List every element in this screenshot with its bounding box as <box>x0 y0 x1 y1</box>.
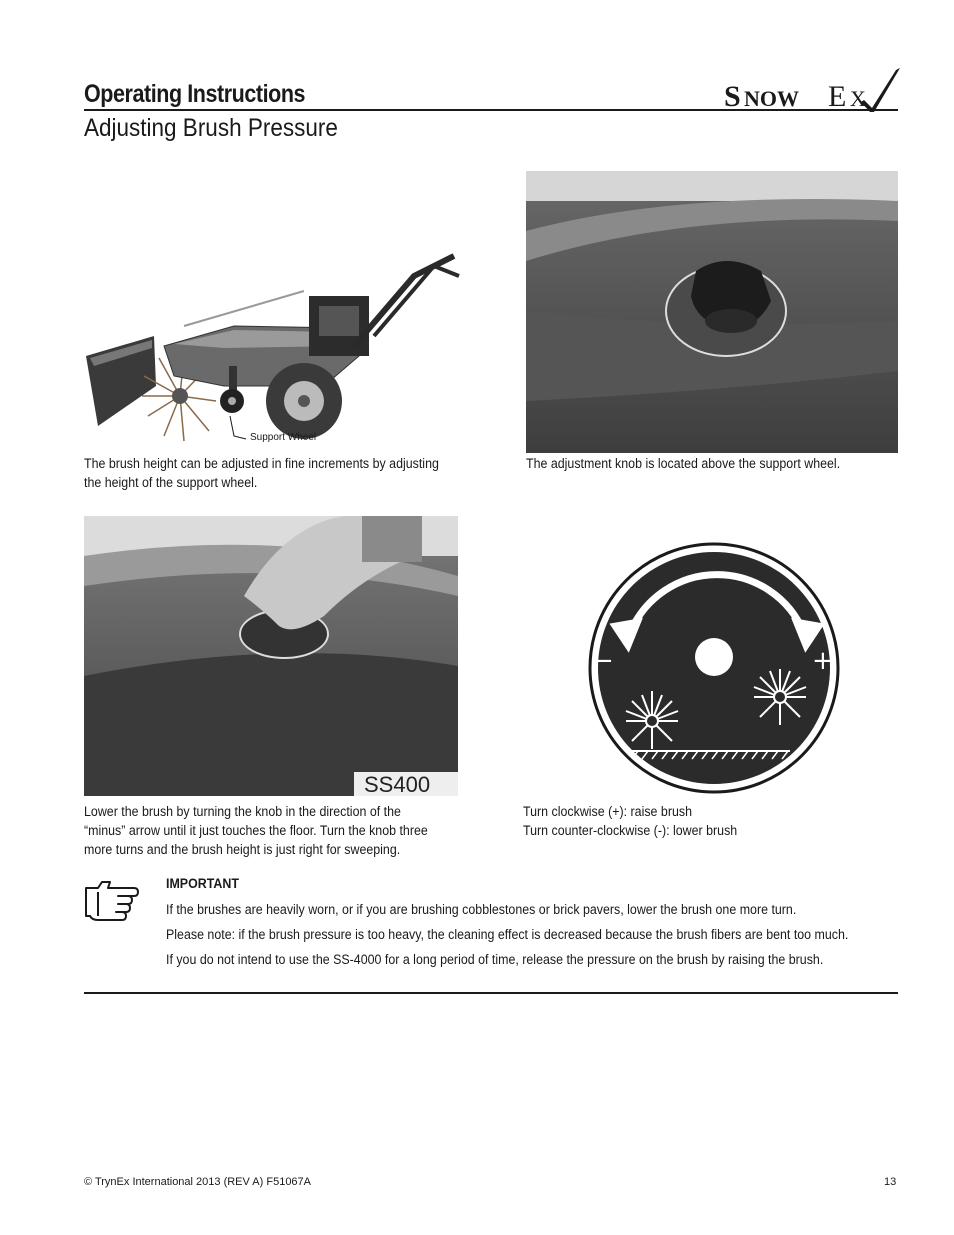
adjustment-knob-photo <box>526 171 898 453</box>
svg-text:S: S <box>724 80 741 112</box>
svg-text:NOW: NOW <box>744 86 799 111</box>
footer-copyright: © TrynEx International 2013 (REV A) F51067A <box>84 1176 312 1188</box>
caption-line: Turn counter-clockwise (-): lower brush <box>523 823 738 838</box>
sweeper-illustration <box>84 236 474 446</box>
caption-line: Lower the brush by turning the knob in the direction of the <box>84 804 401 819</box>
caption-line: The brush height can be adjusted in fine increments by adjusting <box>84 456 439 471</box>
plus-sign: + <box>812 646 834 676</box>
sweeper-caption <box>84 454 470 492</box>
page-subtitle: Adjusting Brush Pressure <box>84 114 338 142</box>
important-title: IMPORTANT <box>166 876 239 891</box>
hand-caption <box>84 802 452 859</box>
direction-dial-diagram <box>568 541 860 795</box>
page-number: 13 <box>884 1176 897 1188</box>
svg-text:E: E <box>828 80 847 112</box>
pointing-hand-icon <box>84 878 140 922</box>
caption-line: the height of the support wheel. <box>84 475 258 490</box>
page-title: Operating Instructions <box>84 80 306 108</box>
caption-line: more turns and the brush height is just right for sweeping. <box>84 842 401 857</box>
svg-text:X: X <box>850 86 866 111</box>
model-label: SS400 <box>364 772 431 796</box>
important-line: If the brushes are heavily worn, or if you are brushing cobblestones or brick pavers, lower the brush one more turn. <box>166 902 797 917</box>
caption-line: “minus” arrow until it just touches the floor. Turn the knob three <box>84 823 428 838</box>
important-line: If you do not intend to use the SS-4000 for a long period of time, release the pressure on the brush by raising the brush. <box>166 952 824 967</box>
caption-line: Turn clockwise (+): raise brush <box>523 804 692 819</box>
knob-caption: The adjustment knob is located above the support wheel. <box>526 456 841 471</box>
snowex-logo <box>724 66 900 112</box>
important-line: Please note: if the brush pressure is too heavy, the cleaning effect is decreased because the brush fibers are bent too much. <box>166 927 849 942</box>
minus-sign: − <box>592 646 614 676</box>
section-rule <box>84 992 898 994</box>
hand-turning-knob-photo <box>84 516 458 796</box>
dial-caption <box>523 802 854 840</box>
support-wheel-callout: Support Wheel <box>250 432 317 443</box>
